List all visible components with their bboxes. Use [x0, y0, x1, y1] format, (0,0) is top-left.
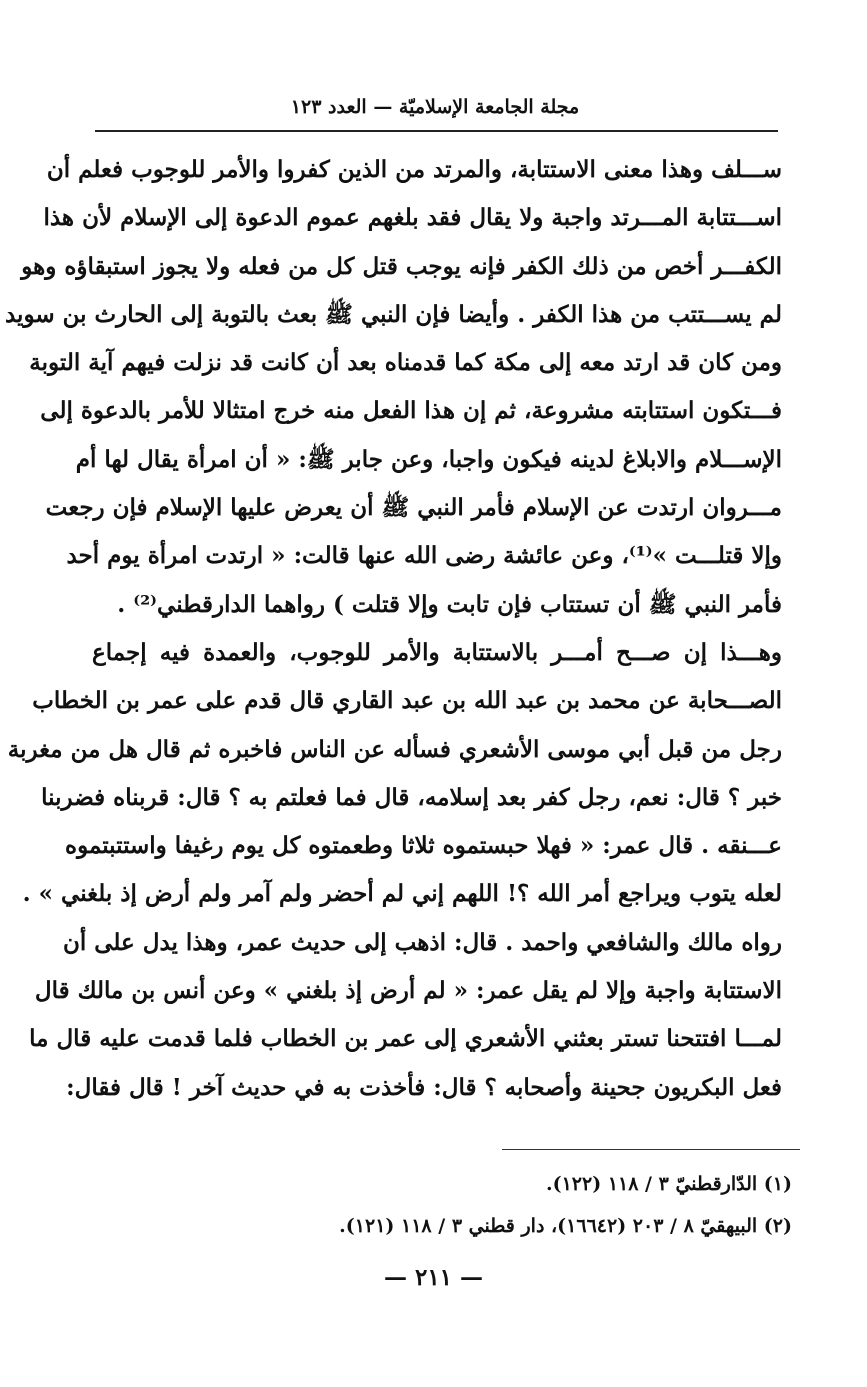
body-line: الصـــحابة عن محمد بن عبد الله بن عبد القاري قال قدم على عمر بن الخطاب [32, 687, 782, 715]
body-line: ســـلف وهذا معنى الاستتابة، والمرتد من الذين كفروا والأمر للوجوب فعلم أن [46, 156, 782, 183]
body-text [4, 146, 782, 1112]
body-line: وإلا قتلـــت »⁽¹⁾، وعن عائشة رضى الله عنها قالت: « ارتدت امرأة يوم أحد [66, 542, 782, 570]
footnote-1: (١) الدّارقطنيّ ٣ / ١١٨ (١٢٢). [545, 1173, 792, 1195]
body-line: فـــتكون استتابته مشروعة، ثم إن هذا الفعل منه خرج امتثالا للأمر بالدعوة إلى [40, 397, 782, 425]
body-line: لعله يتوب ويراجع أمر الله ؟! اللهم إني لم أحضر ولم آمر ولم أرض إذ بلغني » . [22, 880, 782, 908]
body-line: لم يســـتتب من هذا الكفر . وأيضا فإن النبي ﷺ بعث بالتوبة إلى الحارث بن سويد [4, 300, 782, 328]
running-header: مجلة الجامعة الإسلاميّة — العدد ١٢٣ [290, 96, 580, 118]
body-line: فأمر النبي ﷺ أن تستتاب فإن تابت وإلا قتلت ) رواهما الدارقطني⁽²⁾ . [117, 590, 782, 618]
body-line: الكفـــر أخص من ذلك الكفر فإنه يوجب قتل كل من فعله ولا يجوز استبقاؤه وهو [21, 252, 782, 280]
page-number: — ٢١١ — [383, 1264, 484, 1291]
body-line: عـــنقه . قال عمر: « فهلا حبستموه ثلاثا وطعمتوه كل يوم رغيفا واستتبتموه [65, 832, 782, 860]
footnote-rule [502, 1149, 800, 1150]
body-line: فعل البكريون جحينة وأصحابه ؟ قال: فأخذت به في حديث آخر ! قال فقال: [66, 1073, 782, 1101]
body-line: خبر ؟ قال: نعم، رجل كفر بعد إسلامه، قال فما فعلتم به ؟ قال: قربناه فضربنا [41, 783, 782, 811]
body-line: الإســـلام والابلاغ لدينه فيكون واجبا، وعن جابر ﷺ: « أن امرأة يقال لها أم [75, 445, 782, 473]
footnote-2: (٢) البيهقيّ ٨ / ٢٠٣ (١٦٦٤٢)، دار قطني ٣ / ١١٨ (١٢١). [339, 1215, 792, 1237]
body-line: رجل من قبل أبي موسى الأشعري فسأله عن الناس فاخبره ثم قال هل من مغربة [7, 735, 782, 763]
body-line: مـــروان ارتدت عن الإسلام فأمر النبي ﷺ أن يعرض عليها الإسلام فإن رجعت [45, 494, 782, 522]
body-line: وهـــذا إن صـــح أمـــر بالاستتابة والأمر للوجوب، والعمدة فيه إجماع [92, 638, 782, 666]
body-line: اســـتتابة المـــرتد واجبة ولا يقال فقد بلغهم عموم الدعوة إلى الإسلام لأن هذا [43, 204, 782, 232]
body-line: الاستتابة واجبة وإلا لم يقل عمر: « لم أرض إذ بلغني » وعن أنس بن مالك قال [34, 977, 782, 1005]
body-line: رواه مالك والشافعي واحمد . قال: اذهب إلى حديث عمر، وهذا يدل على أن [62, 928, 782, 956]
body-line: لمـــا افتتحنا تستر بعثني الأشعري إلى عمر بن الخطاب فلما قدمت عليه قال ما [29, 1025, 782, 1053]
footnotes [92, 1163, 792, 1247]
body-line: ومن كان قد ارتد معه إلى مكة كما قدمناه بعد أن كانت قد نزلت فيهم آية التوبة [29, 349, 782, 377]
header-rule [95, 130, 778, 132]
